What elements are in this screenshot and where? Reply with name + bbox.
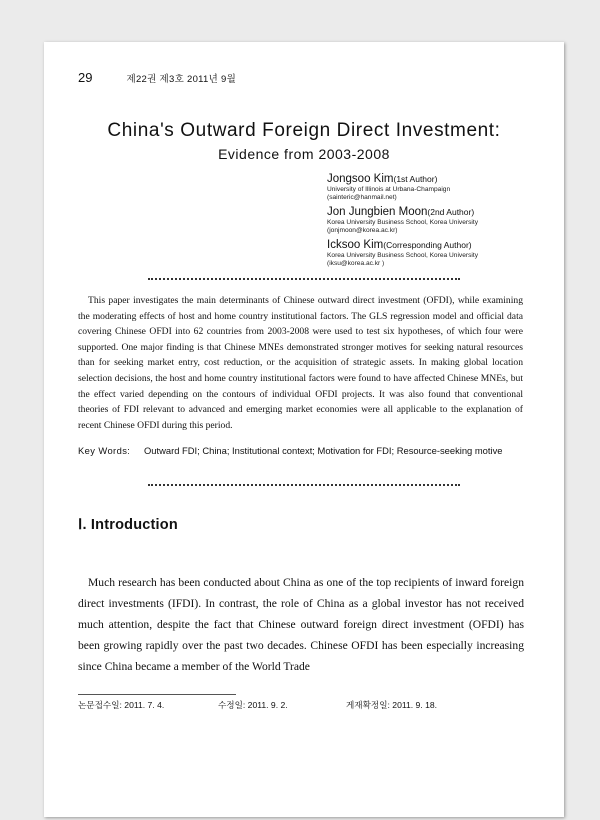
keywords-text: Outward FDI; China; Institutional context; Motivation for FDI; Resource-seeking motive (144, 445, 503, 456)
abstract: This paper investigates the main determinants of Chinese outward direct investment (OFDI), while examining the moderating effects of host and home country institutional factors. The GLS regression model and official data covering Chinese OFDI into 62 countries from 2003-2008 were used to test six hypotheses, of which four were supported. One major finding is that Chinese MNEs demonstrated stronger motives for seeking natural resources than for seeking market entry, cost reduction, or the acquisition of strategic assets. In making global location selection decisions, the host and home country institutional factors were found to have affected Chinese MNEs, but the effect varied depending on the contours of individual OFDI projects. It was also found that conventional theories of FDI relevant to advanced and emerging market economies were all applicable to the explanation of recent Chinese OFDI during this period. (78, 295, 523, 431)
journal-info: 제22권 제3호 2011년 9월 (126, 74, 237, 85)
running-head (78, 70, 236, 85)
author-name: Jongsoo Kim (327, 173, 394, 185)
author-email: (iksu@korea.ac.kr ) (327, 260, 385, 268)
document-page (44, 42, 564, 817)
keywords (78, 444, 523, 458)
revised-date: 수정일: 2011. 9. 2. (218, 700, 288, 710)
author-affiliation: Korea University Business School, Korea University (327, 251, 478, 259)
section-heading: Ⅰ. Introduction (78, 517, 178, 533)
paper-subtitle: Evidence from 2003-2008 (218, 146, 390, 162)
author-name: Jon Jungbien Moon (327, 205, 428, 218)
author-name: Icksoo Kim (327, 238, 384, 251)
author-list (327, 172, 557, 270)
author-2 (327, 205, 557, 236)
author-role: (Corresponding Author) (383, 239, 472, 250)
author-affiliation: University of Illinois at Urbana-Champaign (327, 186, 451, 193)
page-number: 29 (78, 70, 93, 85)
keywords-label: Key Words: (78, 445, 131, 456)
dotted-divider-bottom (148, 484, 460, 486)
accepted-date: 게재확정일: 2011. 9. 18. (346, 700, 438, 710)
author-email: (jonjmoon@korea.ac.kr) (327, 227, 398, 235)
dotted-divider-top (148, 278, 460, 280)
author-role: (1st Author) (393, 174, 438, 184)
section-body: Much research has been conducted about China as one of the top recipients of inward foreign direct investments (IFDI). In contrast, the role of China as a global investor has not received much attention, despite the fact that Chinese outward foreign direct investment (OFDI) has been growing rapidly over the past two decades. Chinese OFDI has been especially increasing since China became a member of the World Trade (78, 576, 524, 673)
paper-title: China's Outward Foreign Direct Investment: (107, 120, 501, 141)
footnote-rule (78, 694, 236, 695)
received-date: 논문접수일: 2011. 7. 4. (78, 700, 165, 710)
footnote-dates (78, 699, 518, 711)
author-3 (327, 238, 557, 269)
author-role: (2nd Author) (427, 206, 475, 217)
author-1 (327, 172, 557, 203)
author-email: (sainteric@hanmail.net) (327, 194, 397, 202)
author-affiliation: Korea University Business School, Korea University (327, 218, 478, 226)
